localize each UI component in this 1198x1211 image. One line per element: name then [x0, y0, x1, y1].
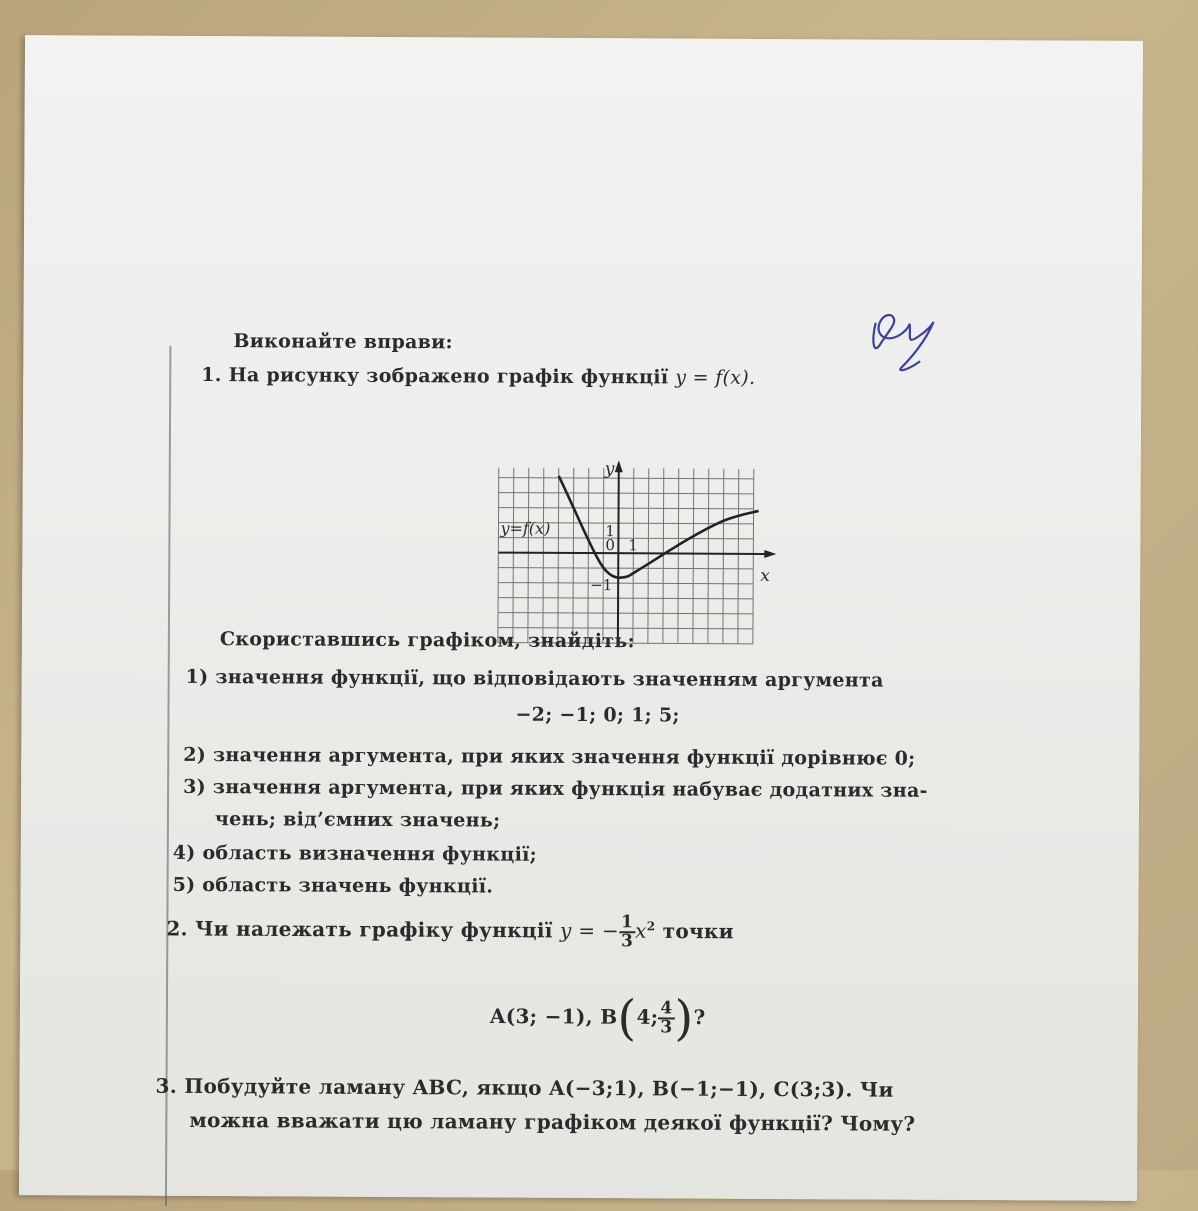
task1-item1: 1) значення функції, що відповідають значенням аргумента: [185, 665, 884, 692]
task1-item5: 5) область значень функції.: [172, 873, 494, 898]
point-b-x: 4;: [636, 1004, 659, 1029]
tick-y-one: 1: [605, 522, 616, 541]
paper-sheet: [19, 35, 1143, 1201]
task3-line2: можна вважати цю ламану графіком деякої функції? Чому?: [189, 1107, 916, 1136]
task2-line: [166, 912, 734, 951]
handwritten-mark: [861, 301, 951, 381]
task1-number: 1.: [201, 364, 222, 387]
x-axis-label: x: [760, 565, 770, 586]
task1-item4: 4) область визначення функції;: [172, 841, 538, 866]
task1-line: [201, 364, 755, 389]
y-axis: [618, 470, 619, 643]
task1-item3a: 3) значення аргумента, при яких функція набуває додатних зна-: [183, 775, 928, 802]
section-header: Виконайте вправи:: [233, 330, 453, 354]
task3-text-1: Побудуйте ламану ABC, якщо A(−3;1), B(−1;−1), C(3;3). Чи: [184, 1073, 894, 1102]
point-b-prefix: B: [600, 1004, 618, 1029]
graph-grid: [498, 468, 754, 644]
point-b-fraction: $\frac{4}{3}$: [660, 998, 673, 1038]
task1-item3b: чень; від’ємних значень;: [214, 808, 501, 832]
task3-line1: [155, 1074, 893, 1102]
y-axis-arrow: [615, 460, 623, 472]
tick-x-one: 1: [628, 536, 638, 555]
task1-item1-values: −2; −1; 0; 1; 5;: [515, 703, 680, 727]
x-axis-arrow: [764, 550, 776, 558]
task2-fraction: $\frac{1}{3}$: [620, 912, 634, 952]
task2-text: Чи належать графіку функції: [195, 916, 553, 943]
task1-item2: 2) значення аргумента, при яких значення функції дорівнює 0;: [183, 743, 916, 770]
task1-formula: y = f(x).: [675, 366, 756, 389]
task2-points: A(3; −1), B(4; $\frac{4}{3}$ )?: [489, 990, 706, 1047]
point-a: A(3; −1),: [489, 1004, 594, 1029]
task3-number: 3.: [155, 1073, 178, 1098]
curve-label: y=f(x): [500, 518, 551, 538]
task1-prompt: Скориставшись графіком, знайдіть:: [219, 628, 635, 653]
task1-text: На рисунку зображено графік функції: [228, 364, 669, 389]
question-mark: ?: [693, 1005, 706, 1030]
task2-x-term: x: [635, 918, 647, 943]
function-graph: [488, 458, 789, 655]
tick-minus-one: −1: [590, 576, 613, 595]
task2-power: 2: [646, 919, 656, 934]
origin-label: 0: [605, 536, 615, 555]
task2-y-eq: y = −: [559, 918, 620, 943]
task2-tail: точки: [662, 918, 734, 944]
task2-number: 2.: [166, 916, 188, 941]
y-axis-label: y: [604, 459, 615, 480]
